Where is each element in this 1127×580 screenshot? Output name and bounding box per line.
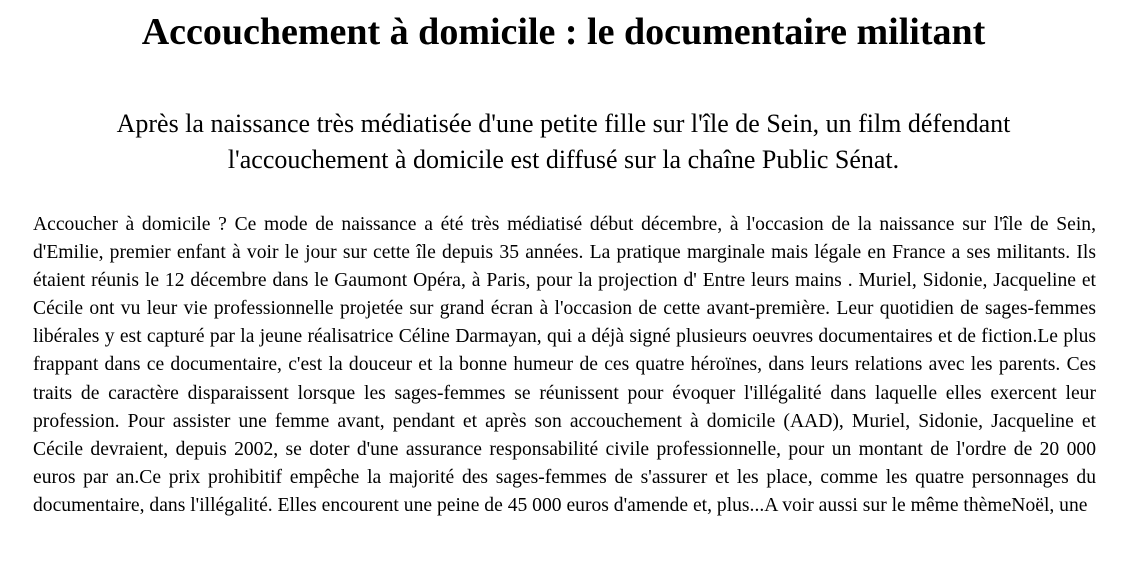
article-body: Accoucher à domicile ? Ce mode de naissance a été très médiatisé début décembre, à l'occasion de la naissance sur l'île de Sein, d'Emilie, premier enfant à voir le jour sur cette île depuis 35 années. La pratique marginale mais légale en France a ses militants. Ils étaient réunis le 12 décembre dans le Gaumont Opéra, à Paris, pour la projection d' Entre leurs mains . Muriel, Sidonie, Jacqueline et Cécile ont vu leur vie professionnelle projetée sur grand écran à l'occasion de cette avant-première. Leur quotidien de sages-femmes libérales y est capturé par la jeune réalisatrice Céline Darmayan, qui a déjà signé plusieurs oeuvres documentaires et de fiction.Le plus frappant dans ce documentaire, c'est la douceur et la bonne humeur de ces quatre héroïnes, dans leurs relations avec les parents. Ces traits de caractère disparaissent lorsque les sages-femmes se réunissent pour évoquer l'illégalité dans laquelle elles exercent leur profession. Pour assister une femme avant, pendant et après son accouchement à domicile (AAD), Muriel, Sidonie, Jacqueline et Cécile devraient, depuis 2002, se doter d'une assurance responsabilité civile professionnelle, pour un montant de l'ordre de 20 000 euros par an.Ce prix prohibitif empêche la majorité des sages-femmes de s'assurer et les place, comme les quatre personnages du documentaire, dans l'illégalité. Elles encourent une peine de 45 000 euros d'amende et, plus...A voir aussi sur le même thèmeNoël, une	[33, 214, 1096, 516]
article-subtitle: Après la naissance très médiatisée d'une petite fille sur l'île de Sein, un film défendant l'accouchement à domicile est diffusé sur la chaîne Public Sénat.	[116, 109, 1011, 174]
article-title: Accouchement à domicile : le documentaire militant	[141, 11, 986, 53]
